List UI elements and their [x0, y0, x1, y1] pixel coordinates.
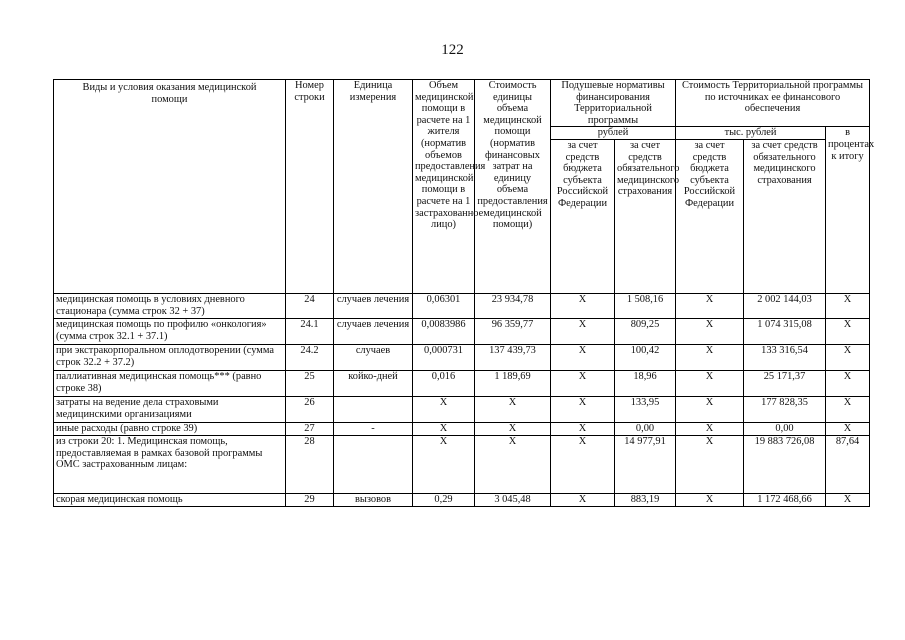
row-name: медицинская помощь по профилю «онкология» (сумма строк 32.1 + 37.1)	[54, 318, 286, 344]
row-percent: 87,64	[826, 435, 870, 493]
header-row-number: Номер строки	[286, 80, 334, 294]
row-percent: X	[826, 293, 870, 318]
row-volume: X	[413, 422, 475, 435]
row-percent: X	[826, 370, 870, 396]
header-program-cost: Стоимость Территориальной программы по источниках ее финансового обеспечения	[676, 80, 870, 127]
row-cost: X	[475, 396, 551, 422]
row-name: иные расходы (равно строке 39)	[54, 422, 286, 435]
table-row	[54, 422, 870, 435]
row-pc-budget: X	[551, 396, 615, 422]
row-tp-oms: 133 316,54	[744, 344, 826, 370]
table-row	[54, 396, 870, 422]
header-per-capita: Подушевые нормативы финансирования Территориальной программы	[551, 80, 676, 127]
row-tp-oms: 0,00	[744, 422, 826, 435]
table-row	[54, 318, 870, 344]
row-name: медицинская помощь в условиях дневного стационара (сумма строк 32 + 37)	[54, 293, 286, 318]
row-percent: X	[826, 396, 870, 422]
row-tp-oms: 177 828,35	[744, 396, 826, 422]
row-pc-oms: 809,25	[615, 318, 676, 344]
table-row	[54, 370, 870, 396]
row-unit: вызовов	[334, 493, 413, 506]
row-tp-oms: 2 002 144,03	[744, 293, 826, 318]
row-volume: X	[413, 435, 475, 493]
header-rubles: рублей	[551, 127, 676, 140]
row-number: 29	[286, 493, 334, 506]
row-tp-oms: 25 171,37	[744, 370, 826, 396]
row-tp-budget: X	[676, 422, 744, 435]
row-name: при экстракорпоральном оплодотворении (сумма строк 32.2 + 37.2)	[54, 344, 286, 370]
table-row	[54, 435, 870, 493]
table-row	[54, 344, 870, 370]
row-tp-budget: X	[676, 370, 744, 396]
header-cost: Стоимость единицы объема медицинской помощи (норматив финансовых затрат на единицу объема предоставления медицинской помощи)	[475, 80, 551, 294]
row-tp-oms: 1 172 468,66	[744, 493, 826, 506]
row-pc-budget: X	[551, 493, 615, 506]
row-tp-oms: 1 074 315,08	[744, 318, 826, 344]
row-tp-budget: X	[676, 344, 744, 370]
row-pc-oms: 1 508,16	[615, 293, 676, 318]
row-pc-oms: 18,96	[615, 370, 676, 396]
row-pc-oms: 883,19	[615, 493, 676, 506]
header-thous-rubles: тыс. рублей	[676, 127, 826, 140]
row-percent: X	[826, 344, 870, 370]
header-unit: Единица измерения	[334, 80, 413, 294]
row-pc-budget: X	[551, 422, 615, 435]
row-percent: X	[826, 318, 870, 344]
row-number: 28	[286, 435, 334, 493]
row-cost: 137 439,73	[475, 344, 551, 370]
row-name: затраты на ведение дела страховыми медицинскими организациями	[54, 396, 286, 422]
program-cost-table	[53, 79, 875, 507]
row-cost: X	[475, 422, 551, 435]
row-tp-oms: 19 883 726,08	[744, 435, 826, 493]
row-volume: X	[413, 396, 475, 422]
header-pc-budget: за счет средств бюджета субъекта Российской Федерации	[551, 139, 615, 293]
row-pc-oms: 133,95	[615, 396, 676, 422]
header-tp-budget: за счет средств бюджета субъекта Российской Федерации	[676, 139, 744, 293]
row-pc-budget: X	[551, 293, 615, 318]
row-pc-oms: 0,00	[615, 422, 676, 435]
header-volume: Объем медицинской помощи в расчете на 1 жителя (норматив объемов предоставления медицинской помощи в расчете на 1 застрахованное лицо)	[413, 80, 475, 294]
row-number: 27	[286, 422, 334, 435]
row-volume: 0,0083986	[413, 318, 475, 344]
row-pc-budget: X	[551, 344, 615, 370]
row-number: 24.2	[286, 344, 334, 370]
header-types: Виды и условия оказания медицинской помощи	[54, 80, 286, 294]
row-unit: койко-дней	[334, 370, 413, 396]
row-tp-budget: X	[676, 396, 744, 422]
header-percent: в процентах к итогу	[826, 127, 870, 294]
row-cost: 23 934,78	[475, 293, 551, 318]
row-volume: 0,016	[413, 370, 475, 396]
row-name: скорая медицинская помощь	[54, 493, 286, 506]
row-number: 25	[286, 370, 334, 396]
header-tp-oms: за счет средств обязательного медицинского страхования	[744, 139, 826, 293]
row-name: паллиативная медицинская помощь*** (равно строке 38)	[54, 370, 286, 396]
row-cost: 96 359,77	[475, 318, 551, 344]
row-cost: X	[475, 435, 551, 493]
row-volume: 0,29	[413, 493, 475, 506]
row-percent: X	[826, 422, 870, 435]
row-tp-budget: X	[676, 435, 744, 493]
table-row	[54, 493, 870, 506]
row-number: 26	[286, 396, 334, 422]
row-tp-budget: X	[676, 293, 744, 318]
page-number: 122	[441, 42, 464, 58]
row-tp-budget: X	[676, 318, 744, 344]
row-number: 24.1	[286, 318, 334, 344]
row-tp-budget: X	[676, 493, 744, 506]
row-unit: случаев лечения	[334, 318, 413, 344]
row-cost: 1 189,69	[475, 370, 551, 396]
row-unit	[334, 396, 413, 422]
row-pc-budget: X	[551, 318, 615, 344]
row-name: из строки 20: 1. Медицинская помощь, предоставляемая в рамках базовой программы ОМС застрахованным лицам:	[54, 435, 286, 493]
header-pc-oms: за счет средств обязательного медицинского страхования	[615, 139, 676, 293]
row-pc-budget: X	[551, 370, 615, 396]
row-pc-budget: X	[551, 435, 615, 493]
row-pc-oms: 14 977,91	[615, 435, 676, 493]
row-volume: 0,000731	[413, 344, 475, 370]
row-volume: 0,06301	[413, 293, 475, 318]
row-unit: -	[334, 422, 413, 435]
row-pc-oms: 100,42	[615, 344, 676, 370]
row-cost: 3 045,48	[475, 493, 551, 506]
row-unit	[334, 435, 413, 493]
row-unit: случаев	[334, 344, 413, 370]
table-row	[54, 293, 870, 318]
row-number: 24	[286, 293, 334, 318]
row-percent: X	[826, 493, 870, 506]
row-unit: случаев лечения	[334, 293, 413, 318]
